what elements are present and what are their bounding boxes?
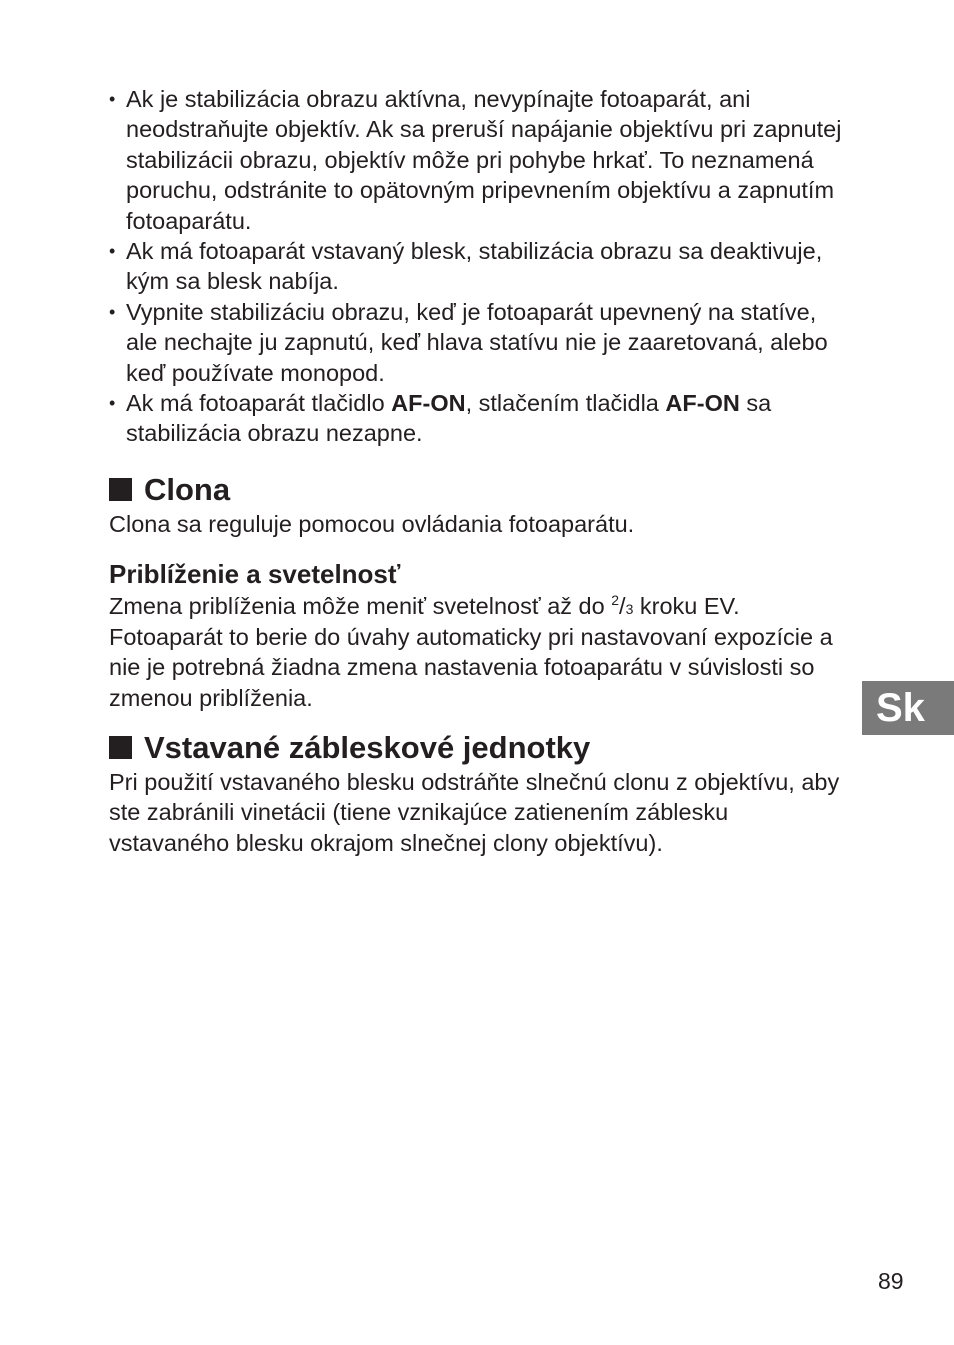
square-bullet-icon [109,478,132,501]
bullet-item [109,236,849,297]
bullet-item [109,84,849,236]
flash-paragraph: Pri použití vstavaného blesku odstráňte slnečnú clonu z objektívu, aby ste zabránili vinetácii (tiene vznikajúce zatienením záblesku vstavaného blesku okrajom slnečnej clony objektívu). [109,768,840,856]
bullet-dot-icon: • [109,89,116,109]
zoom-paragraph [109,591,849,713]
af-on-button-label: AF-ON [391,390,466,417]
page-number: 89 [878,1268,904,1294]
bullet-text-post: sa stabilizácia obrazu nezapne. [126,390,772,447]
section-heading-text: Vstavané zábleskové jednotky [144,729,591,765]
section-heading-flash [109,729,849,767]
zoom-text-post: kroku EV. Fotoaparát to berie do úvahy automaticky pri nastavovaní expozície a nie je potrebná žiadna zmena nastavenia fotoaparátu v súvislosti so zmenou priblíženia. [109,593,833,711]
fraction-numerator: 2 [611,592,620,609]
fraction-separator: / [619,593,626,620]
page-content [109,84,849,858]
bullet-text: Ak má fotoaparát vstavaný blesk, stabilizácia obrazu sa deaktivuje, kým sa blesk nabíja. [126,238,823,295]
bullet-item [109,297,849,388]
section-heading-clona [109,471,849,509]
bullet-list [109,84,849,449]
bullet-text: Vypnite stabilizáciu obrazu, keď je fotoaparát upevnený na statíve, ale nechajte ju zapnutú, keď hlava statívu nie je zaaretovaná, alebo keď používate monopod. [126,298,828,386]
bullet-text: Ak je stabilizácia obrazu aktívna, nevypínajte fotoaparát, ani neodstraňujte objektív. Ak sa preruší napájanie objektívu pri zapnutej stabilizácii obrazu, objektív môže pri pohybe hrkať. To neznamená poruchu, odstránite to opätovným pripevnením objektívu a zapnutím fotoaparátu. [126,86,842,234]
square-bullet-icon [109,736,132,759]
bullet-dot-icon: • [109,393,116,414]
bullet-text-mid: , stlačením tlačidla [465,390,666,417]
subheading-zoom: Priblíženie a svetelnosť [109,559,401,590]
section-heading-text: Clona [144,471,231,507]
bullet-dot-icon: • [109,301,116,322]
af-on-button-label: AF-ON [665,390,740,417]
bullet-item [109,388,849,449]
bullet-text-pre: Ak má fotoaparát tlačidlo [126,390,392,417]
fraction-denominator: 3 [625,601,634,618]
fraction [611,593,633,619]
zoom-text-pre: Zmena priblíženia môže meniť svetelnosť až do [109,593,612,620]
bullet-dot-icon: • [109,241,116,262]
clona-paragraph: Clona sa reguluje pomocou ovládania fotoaparátu. [109,510,635,537]
language-tab: Sk [862,681,954,735]
